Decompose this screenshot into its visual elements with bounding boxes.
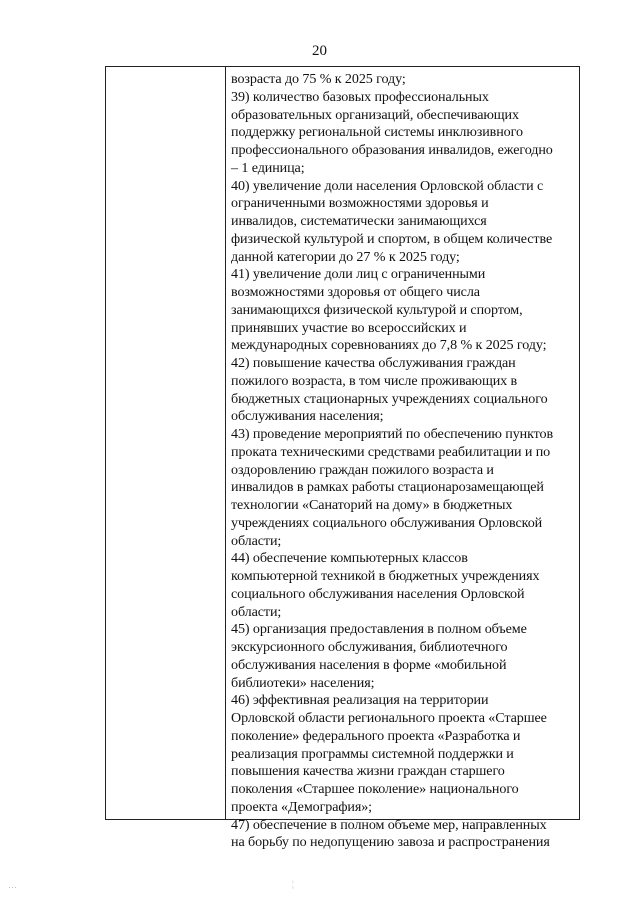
- text-line: компьютерной техникой в бюджетных учреждениях: [231, 568, 540, 584]
- document-table: [105, 66, 580, 851]
- text-line: профессионального образования инвалидов, ежегодно: [231, 142, 553, 158]
- text-line: 41) увеличение доли лиц с ограниченными: [231, 266, 486, 283]
- text-line: социального обслуживания населения Орловской: [231, 585, 525, 602]
- text-line: возраста до 75 % к 2025 году;: [231, 71, 406, 87]
- text-line: занимающихся физической культурой и спортом,: [231, 301, 523, 318]
- right-table-cell: [226, 67, 579, 851]
- text-line: проекта «Демография»;: [231, 798, 372, 815]
- text-line: повышения качества жизни граждан старшего: [231, 763, 505, 780]
- text-line: бюджетных стационарных учреждениях социального: [231, 390, 548, 407]
- text-line: экскурсионного обслуживания, библиотечного: [231, 639, 508, 655]
- text-line: физической культурой и спортом, в общем количестве: [231, 230, 553, 247]
- text-line: реализация программы системной поддержки и: [231, 745, 514, 762]
- text-line: библиотеки» населения;: [231, 674, 375, 691]
- text-line: 47) обеспечение в полном объеме мер, направленных: [231, 816, 547, 833]
- text-line: 43) проведение мероприятий по обеспечению пунктов: [231, 426, 554, 442]
- text-line: принявших участие во всероссийских и: [231, 319, 467, 336]
- text-line: – 1 единица;: [231, 159, 305, 176]
- text-line: инвалидов в рамках работы стационарозамещающей: [231, 479, 544, 496]
- page-number: 20: [312, 43, 327, 59]
- text-line: международных соревнованиях до 7,8 % к 2025 году;: [231, 337, 547, 354]
- text-line: Орловской области регионального проекта «Старшее: [231, 710, 547, 726]
- text-line: образовательных организаций, обеспечивающих: [231, 106, 519, 123]
- text-line: учреждениях социального обслуживания Орловской: [231, 514, 543, 531]
- text-line: инвалидов, систематически занимающихся: [231, 213, 487, 229]
- text-line: на борьбу по недопущению завоза и распространения: [231, 834, 550, 851]
- text-line: 44) обеспечение компьютерных классов: [231, 550, 468, 567]
- text-line: поддержку региональной системы инклюзивного: [231, 124, 523, 141]
- text-line: возможностями здоровья от общего числа: [231, 284, 480, 300]
- text-line: 39) количество базовых профессиональных: [231, 88, 489, 105]
- text-line: поколение» федерального проекта «Разработка и: [231, 727, 521, 744]
- text-line: 40) увеличение доли населения Орловской области с: [231, 177, 544, 194]
- text-line: области;: [231, 532, 282, 549]
- text-line: обслуживания населения;: [231, 408, 384, 425]
- scan-mark: ¦: [292, 879, 294, 889]
- text-line: технологии «Санаторий на дому» в бюджетных: [231, 497, 513, 513]
- text-line: поколения «Старшее поколение» национального: [231, 781, 519, 797]
- text-line: данной категории до 27 % к 2025 году;: [231, 248, 460, 265]
- scan-mark: …: [8, 880, 17, 890]
- text-line: области;: [231, 603, 282, 620]
- text-line: обслуживания населения в форме «мобильной: [231, 656, 507, 673]
- text-line: пожилого возраста, в том числе проживающих в: [231, 372, 518, 389]
- text-line: проката техническими средствами реабилитации и по: [231, 443, 551, 460]
- text-line: ограниченными возможностями здоровья и: [231, 195, 489, 212]
- left-table-cell: [106, 67, 226, 819]
- text-line: 45) организация предоставления в полном объеме: [231, 621, 527, 638]
- text-line: 42) повышение качества обслуживания граждан: [231, 355, 516, 371]
- text-line: 46) эффективная реализация на территории: [231, 692, 489, 709]
- text-line: оздоровлению граждан пожилого возраста и: [231, 461, 494, 478]
